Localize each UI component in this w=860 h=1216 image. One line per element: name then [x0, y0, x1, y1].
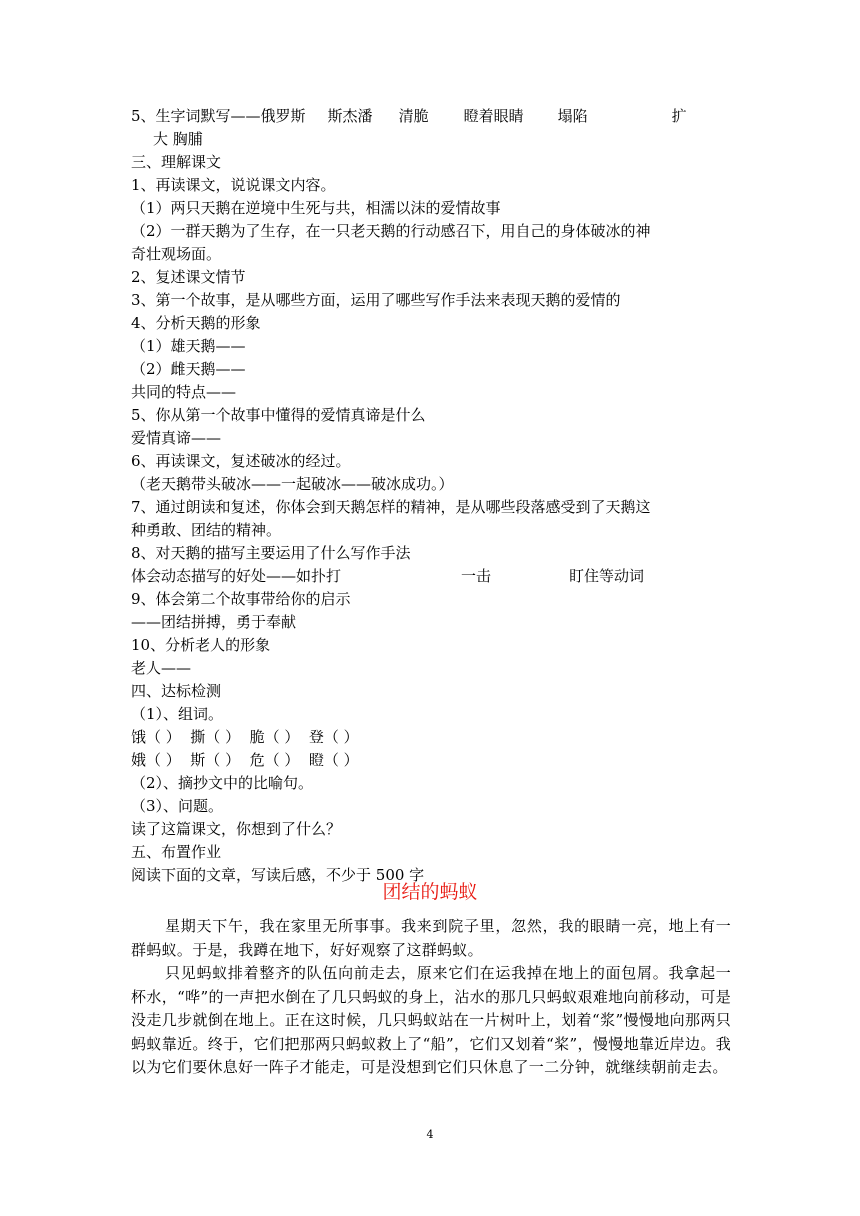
- text-line: （1）、组词。: [131, 705, 224, 723]
- story-paragraph: 星期天下午，我在家里无所事事。我来到院子里，忽然，我的眼睛一亮，地上有一群蚂蚁。于是，我蹲在地下，好好观察了这群蚂蚁。: [131, 917, 731, 959]
- word-strike: 一击: [461, 567, 492, 585]
- text-line: 老人——: [131, 659, 192, 677]
- text-line: 7、通过朗读和复述，你体会到天鹅怎样的精神，是从哪些段落感受到了天鹅这: [131, 498, 651, 516]
- text-line: 共同的特点——: [131, 383, 237, 401]
- text-line: [131, 105, 731, 127]
- text-line: （2）、摘抄文中的比喻句。: [131, 774, 314, 792]
- section-heading: 三、理解课文: [131, 153, 222, 171]
- text-line: （1）两只天鹅在逆境中生死与共，相濡以沫的爱情故事: [131, 199, 501, 217]
- text-line: 读了这篇课文，你想到了什么？: [131, 820, 342, 838]
- word-2: 清脆: [398, 107, 429, 125]
- line-5-heading: 5、生字词默写——俄罗斯: [131, 107, 306, 125]
- word-1: 斯杰潘: [327, 107, 373, 125]
- text-line: 娥（ ） 斯（ ） 危（ ） 瞪（ ）: [131, 751, 359, 769]
- text-line: 9、体会第二个故事带给你的启示: [131, 590, 351, 608]
- text-line: 10、分析老人的形象: [131, 636, 271, 654]
- text-line: （2）雌天鹅——: [131, 360, 246, 378]
- text-line: 阅读下面的文章，写读后感，不少于 500 字: [131, 866, 425, 884]
- text-line: 奇壮观场面。: [131, 245, 222, 263]
- text-line: 种勇敢、团结的精神。: [131, 521, 282, 539]
- word-3: 瞪着眼睛: [463, 107, 524, 125]
- dynamic-description-text: 体会动态描写的好处——如扑打: [131, 567, 342, 585]
- text-line: 爱情真谛——: [131, 429, 222, 447]
- text-line: 2、复述课文情节: [131, 268, 246, 286]
- text-line: 6、再读课文，复述破冰的经过。: [131, 452, 351, 470]
- text-line: 3、第一个故事，是从哪些方面，运用了哪些写作手法来表现天鹅的爱情的: [131, 291, 621, 309]
- text-line: （老天鹅带头破冰——一起破冰——破冰成功。）: [131, 475, 454, 493]
- text-line: （2）一群天鹅为了生存，在一只老天鹅的行动感召下，用自己的身体破冰的神: [131, 222, 651, 240]
- word-4: 塌陷: [557, 107, 588, 125]
- text-line: 饿（ ） 撕（ ） 脆（ ） 登（ ）: [131, 728, 359, 746]
- text-line: 5、你从第一个故事中懂得的爱情真谛是什么: [131, 406, 426, 424]
- text-line: （3）、问题。: [131, 797, 224, 815]
- story-title: 团结的蚂蚁: [382, 881, 478, 903]
- text-line: 4、分析天鹅的形象: [131, 314, 261, 332]
- word-stare: 盯住等动词: [569, 567, 645, 585]
- text-line: 8、对天鹅的描写主要运用了什么写作手法: [131, 544, 411, 562]
- text-line: （1）雄天鹅——: [131, 337, 246, 355]
- text-line: 1、再读课文，说说课文内容。: [131, 176, 336, 194]
- text-line: [131, 565, 731, 587]
- section-heading: 五、布置作业: [131, 843, 222, 861]
- story-paragraph: 只见蚂蚁排着整齐的队伍向前走去，原来它们在运我掉在地上的面包屑。我拿起一杯水，“哗”的一声把水倒在了几只蚂蚁的身上，沾水的那几只蚂蚁艰难地向前移动，可是没走几步就倒在地上。正在这时候，几只蚂蚁站在一片树叶上，划着“浆”慢慢地向那两只蚂蚁靠近。终于，它们把那两只蚂蚁救上了“船”，它们又划着“桨”，慢慢地靠近岸边。我以为它们要休息好一阵子才能走，可是没想到它们只休息了一二分钟，就继续朝前走去。: [131, 964, 731, 1076]
- word-5: 扩: [671, 107, 687, 125]
- text-line: 大 胸脯: [153, 130, 203, 148]
- text-line: ——团结拼搏，勇于奉献: [131, 613, 297, 631]
- page-number: 4: [426, 1128, 434, 1141]
- section-heading: 四、达标检测: [131, 682, 222, 700]
